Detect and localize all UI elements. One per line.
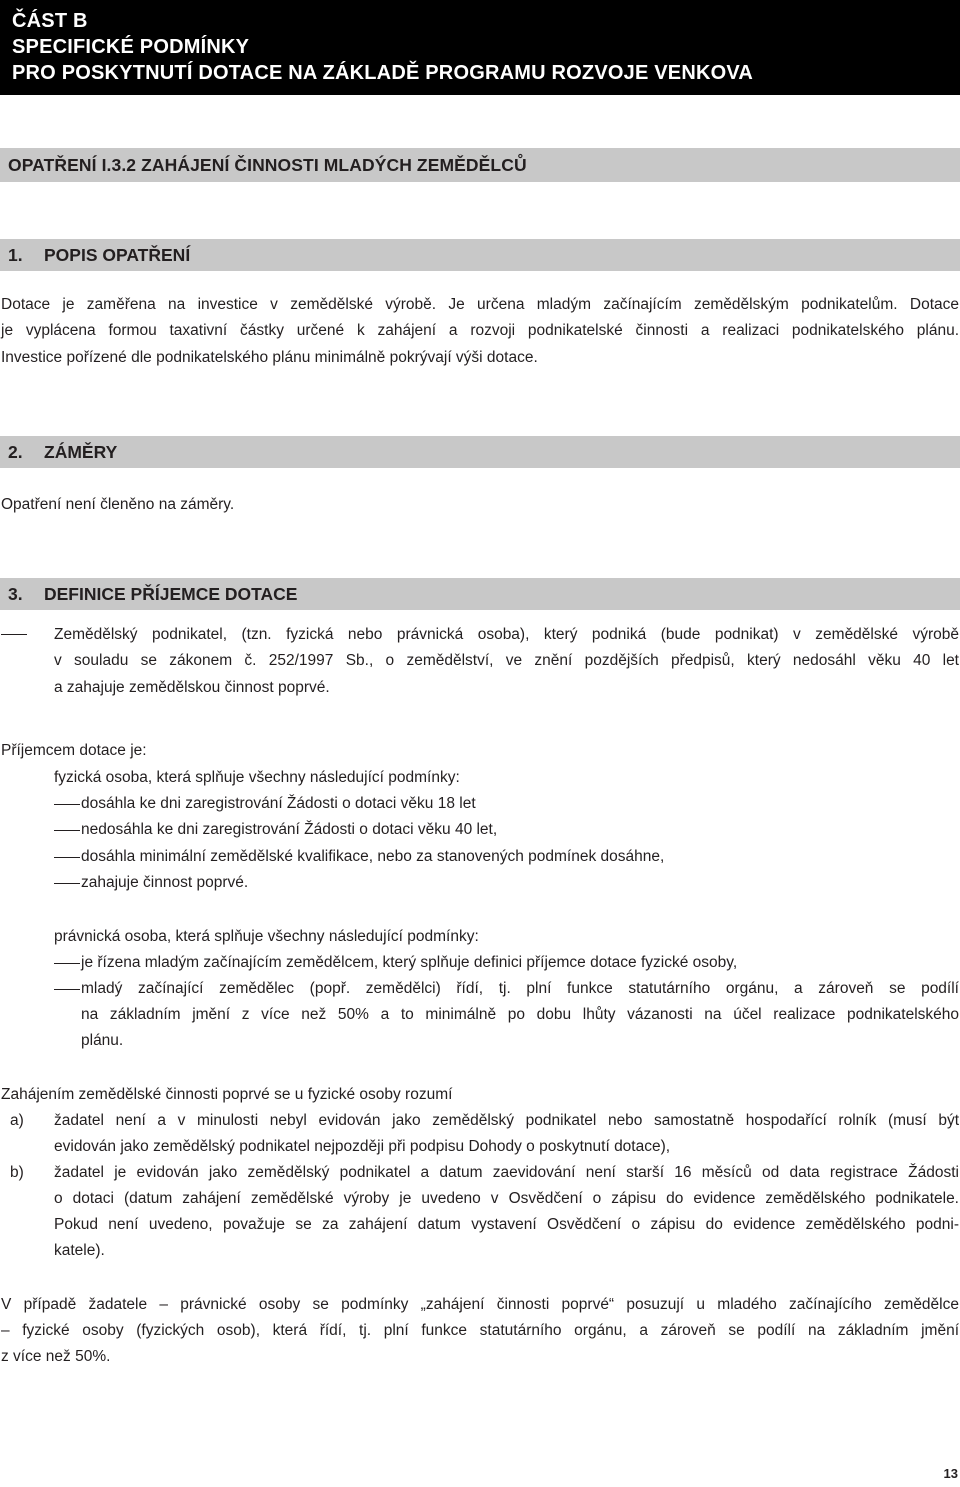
list-item: dosáhla minimální zemědělské kvalifikace, nebo za stanovených podmínek dosáhne,	[81, 848, 665, 865]
section-title: ZÁMĚRY	[44, 442, 118, 462]
section-number: 2.	[8, 442, 23, 462]
text-line: v souladu se zákonem č. 252/1997 Sb., o zemědělství, ve znění pozdějších předpisů, který nedosáhl věku 40 let	[54, 652, 959, 669]
text-line: Příjemcem dotace je:	[1, 742, 147, 759]
dash-bullet	[54, 963, 80, 964]
header-program: PRO POSKYTNUTÍ DOTACE NA ZÁKLADĚ PROGRAMU ROZVOJE VENKOVA	[12, 62, 754, 84]
paragraph-line	[1, 318, 959, 344]
text-line: Zemědělský podnikatel, (tzn. fyzická nebo právnická osoba), který podniká (bude podnikat) v zemědělské výrobě	[54, 626, 959, 643]
text-line: fyzická osoba, která splňuje všechny následující podmínky:	[54, 769, 460, 786]
text-line: katele).	[54, 1242, 105, 1259]
text-line: právnická osoba, která splňuje všechny následující podmínky:	[54, 928, 479, 945]
text-line: Dotace je zaměřena na investice v zemědělské výrobě. Je určena mladým začínajícím zemědělským podnikatelům. Dotace	[1, 296, 959, 313]
dash-bullet	[54, 804, 80, 805]
measure-title: OPATŘENÍ I.3.2 ZAHÁJENÍ ČINNOSTI MLADÝCH ZEMĚDĚLCŮ	[8, 155, 527, 175]
text-line: plánu.	[81, 1032, 124, 1049]
section-title: POPIS OPATŘENÍ	[44, 245, 191, 265]
section-title: DEFINICE PŘÍJEMCE DOTACE	[44, 584, 298, 604]
text-line: Opatření není členěno na záměry.	[1, 496, 235, 513]
dash-bullet	[54, 883, 80, 884]
text-line: a zahajuje zemědělskou činnost poprvé.	[54, 679, 330, 696]
list-marker: b)	[10, 1164, 24, 1181]
list-item: dosáhla ke dni zaregistrování Žádosti o dotaci věku 18 let	[81, 795, 476, 812]
paragraph-line	[1, 292, 959, 318]
text-line: žadatel není a v minulosti nebyl evidován jako zemědělský podnikatel nebo samostatně hospodařící rolník (musí být	[54, 1112, 959, 1129]
text-line: z více než 50%.	[1, 1348, 111, 1365]
text-line: na základním jmění z více než 50% a to minimálně po dobu lhůty vázanosti na účel realizace podnikatelského	[81, 1006, 959, 1023]
page-number: 13	[943, 1466, 958, 1481]
dash-bullet	[54, 857, 80, 858]
text-line: V případě žadatele – právnické osoby se podmínky „zahájení činnosti poprvé“ posuzují u mladého začínajícího zemědělce	[1, 1296, 959, 1313]
text-line: je vyplácena formou taxativní částky určené k zahájení a rozvoji podnikatelské činnosti a realizaci podnikatelského plánu.	[1, 322, 959, 339]
list-marker: a)	[10, 1112, 24, 1129]
section-heading-1	[0, 239, 960, 271]
text-line: evidován jako zemědělský podnikatel nejpozději při podpisu Dohody o poskytnutí dotace),	[54, 1138, 671, 1155]
section-heading-3	[0, 578, 960, 610]
list-item: mladý začínající zemědělec (popř. zemědělci) řídí, tj. plní funkce statutárního orgánu, a zároveň se podílí	[81, 980, 959, 997]
document-header	[0, 0, 960, 95]
text-line: Investice pořízené dle podnikatelského plánu minimálně pokrývají výši dotace.	[1, 349, 538, 366]
text-line: žadatel je evidován jako zemědělský podnikatel a datum zaevidování není starší 16 měsíců od data registrace Žádosti	[54, 1164, 959, 1181]
list-item: nedosáhla ke dni zaregistrování Žádosti o dotaci věku 40 let,	[81, 821, 498, 838]
list-item: je řízena mladým začínajícím zemědělcem, který splňuje definici příjemce dotace fyzické osoby,	[81, 954, 738, 971]
dash-bullet	[1, 634, 27, 635]
text-line: o dotaci (datum zahájení zemědělské výroby je uvedeno v Osvědčení o zápisu do evidence zemědělského podnikatele.	[54, 1190, 959, 1207]
section-number: 3.	[8, 584, 23, 604]
text-line: Zahájením zemědělské činnosti poprvé se u fyzické osoby rozumí	[1, 1086, 453, 1103]
dash-bullet	[54, 830, 80, 831]
dash-bullet	[54, 989, 80, 990]
section-number: 1.	[8, 245, 23, 265]
header-part: ČÁST B	[12, 10, 88, 32]
list-item: zahajuje činnost poprvé.	[81, 874, 249, 891]
text-line: – fyzické osoby (fyzických osob), která řídí, tj. plní funkce statutárního orgánu, a zároveň se podílí na základním jmění	[1, 1322, 959, 1339]
measure-title-bar	[0, 148, 960, 182]
header-subtitle: SPECIFICKÉ PODMÍNKY	[12, 36, 250, 58]
section-heading-2	[0, 436, 960, 468]
text-line: Pokud není uvedeno, považuje se za zahájení datum vystavení Osvědčení o zápisu do evidence zemědělského podni-	[54, 1216, 959, 1233]
